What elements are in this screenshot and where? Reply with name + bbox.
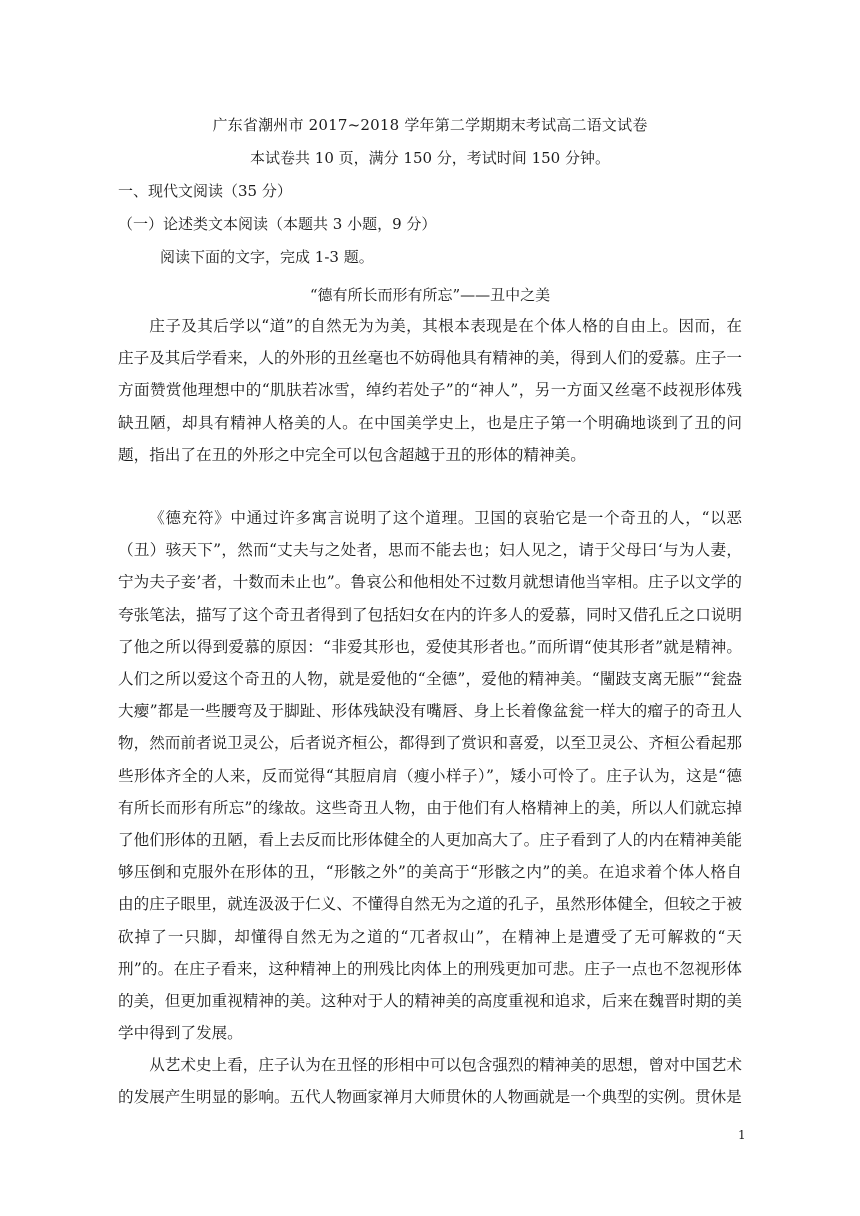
- reading-instruction: 阅读下面的文字，完成 1-3 题。: [160, 248, 374, 266]
- section-heading: 一、现代文阅读（35 分）: [118, 182, 292, 200]
- essay-paragraph-3: 从艺术史上看，庄子认为在丑怪的形相中可以包含强烈的精神美的思想，曾对中国艺术的发展产生明显的影响。五代人物画家禅月大师贯休的人物画就是一个典型的实例。贯休是: [118, 1056, 742, 1107]
- essay-title: “德有所长而形有所忘”——丑中之美: [309, 286, 551, 304]
- exam-subtitle: 本试卷共 10 页，满分 150 分，考试时间 150 分钟。: [250, 149, 610, 167]
- essay-paragraph-2: 《德充符》中通过许多寓言说明了这个道理。卫国的哀骀它是一个奇丑的人，“以恶（丑）骇天下”，然而“丈夫与之处者，思而不能去也；妇人见之，请于父母曰‘与为人妻，宁为夫子妾’者，十数而未止也”。鲁哀公和他相处不过数月就想请他当宰相。庄子以文学的夸张笔法，描写了这个奇丑者得到了包括妇女在内的许多人的爱慕，同时又借孔丘之口说明了他之所以得到爱慕的原因：“非爱其形也，爱使其形者也。”而所谓“使其形者”就是精神。人们之所以爱这个奇丑的人物，就是爱他的“全德”，爱他的精神美。“闉跂支离无脤”“瓮盎大瘿”都是一些腰弯及于脚趾、形体残缺没有嘴唇、身上长着像盆瓮一样大的瘤子的奇丑人物，然而前者说卫灵公，后者说齐桓公，都得到了赏识和喜爱，以至卫灵公、齐桓公看起那些形体齐全的人来，反而觉得“其脰肩肩（瘦小样子）”，矮小可怜了。庄子认为，这是“德有所长而形有所忘”的缘故。这些奇丑人物，由于他们有人格精神上的美，所以人们就忘掉了他们形体的丑陋，看上去反而比形体健全的人更加高大了。庄子看到了人的内在精神美能够压倒和克服外在形体的丑，“形骸之外”的美高于“形骸之内”的美。在追求着个体人格自由的庄子眼里，就连汲汲于仁义、不懂得自然无为之道的孔子，虽然形体健全，但较之于被砍掉了一只脚，却懂得自然无为之道的“兀者叔山”，在精神上是遭受了无可解救的“天刑”的。在庄子看来，这种精神上的刑残比肉体上的刑残更加可悲。庄子一点也不忽视形体的美，但更加重视精神的美。这种对于人的精神美的高度重视和追求，后来在魏晋时期的美学中得到了发展。: [118, 509, 742, 1043]
- exam-title: 广东省潮州市 2017~2018 学年第二学期期末考试高二语文试卷: [212, 116, 648, 134]
- page-number: 1: [738, 1128, 746, 1142]
- essay-paragraph-1: 庄子及其后学以“道”的自然无为为美，其根本表现是在个体人格的自由上。因而，在庄子及其后学看来，人的外形的丑丝毫也不妨碍他具有精神的美，得到人们的爱慕。庄子一方面赞赏他理想中的“肌肤若冰雪，绰约若处子”的“神人”，另一方面又丝毫不歧视形体残缺丑陋，却具有精神人格美的人。在中国美学史上，也是庄子第一个明确地谈到了丑的问题，指出了在丑的外形之中完全可以包含超越于丑的形体的精神美。: [118, 317, 742, 464]
- subsection-heading: （一）论述类文本阅读（本题共 3 小题，9 分）: [118, 215, 437, 233]
